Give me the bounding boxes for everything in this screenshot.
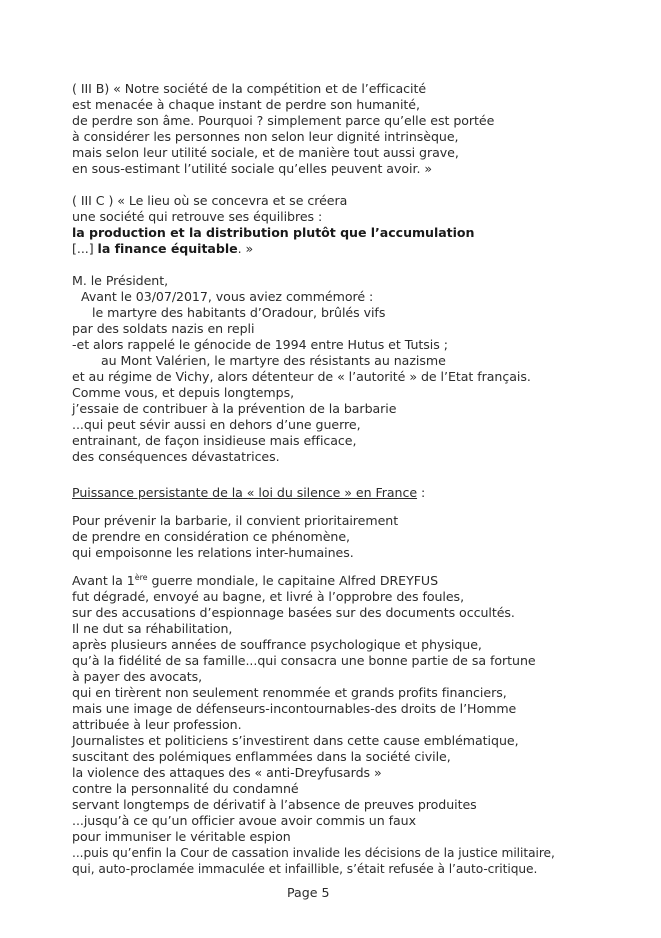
text-line bbox=[72, 241, 253, 257]
text-line: le martyre des habitants d’Oradour, brûlés vifs bbox=[92, 305, 386, 320]
text-line: mais selon leur utilité sociale, et de manière tout aussi grave, bbox=[72, 145, 459, 160]
text-line: qu’à la fidélité de sa famille...qui consacra une bonne partie de sa fortune bbox=[72, 653, 536, 668]
text-line: après plusieurs années de souffrance psychologique et physique, bbox=[72, 637, 482, 652]
text-line: une société qui retrouve ses équilibres : bbox=[72, 209, 323, 224]
text-line: qui en tirèrent non seulement renommée et grands profits financiers, bbox=[72, 685, 507, 700]
text-line: ...jusqu’à ce qu’un officier avoue avoir commis un faux bbox=[72, 813, 416, 828]
text-line: ...qui peut sévir aussi en dehors d’une guerre, bbox=[72, 417, 361, 432]
section-heading bbox=[72, 485, 425, 501]
text-line: en sous-estimant l’utilité sociale qu’elles peuvent avoir. » bbox=[72, 161, 432, 176]
text-line: de prendre en considération ce phénomène, bbox=[72, 529, 350, 544]
text-line: Journalistes et politiciens s’investirent dans cette cause emblématique, bbox=[72, 733, 519, 748]
text-line: la violence des attaques des « anti-Dreyfusards » bbox=[72, 765, 382, 780]
text-line: ( III B) « Notre société de la compétition et de l’efficacité bbox=[72, 81, 427, 96]
text-line: -et alors rappelé le génocide de 1994 entre Hutus et Tutsis ; bbox=[72, 337, 448, 352]
text-line: mais une image de défenseurs-incontournables-des droits de l’Homme bbox=[72, 701, 517, 716]
page-number: Page 5 bbox=[287, 885, 330, 900]
bold-text-span: la finance équitable bbox=[97, 241, 238, 256]
text-line: est menacée à chaque instant de perdre son humanité, bbox=[72, 97, 420, 112]
text-span: guerre mondiale, le capitaine Alfred DREYFUS bbox=[147, 573, 439, 588]
text-line bbox=[72, 573, 438, 589]
text-line: fut dégradé, envoyé au bagne, et livré à l’opprobre des foules, bbox=[72, 589, 465, 604]
text-line: Comme vous, et depuis longtemps, bbox=[72, 385, 295, 400]
text-line: sur des accusations d’espionnage basées sur des documents occultés. bbox=[72, 605, 515, 620]
bold-text-line: la production et la distribution plutôt que l’accumulation bbox=[72, 225, 475, 240]
text-line: attribuée à leur profession. bbox=[72, 717, 242, 732]
text-line: j’essaie de contribuer à la prévention de la barbarie bbox=[72, 401, 397, 416]
text-line: pour immuniser le véritable espion bbox=[72, 829, 291, 844]
text-line: Avant le 03/07/2017, vous aviez commémoré : bbox=[81, 289, 374, 304]
text-span: [...] bbox=[72, 241, 98, 256]
text-line: suscitant des polémiques enflammées dans la société civile, bbox=[72, 749, 451, 764]
text-line: ( III C ) « Le lieu où se concevra et se créera bbox=[72, 193, 348, 208]
text-line: des conséquences dévastatrices. bbox=[72, 449, 280, 464]
text-line: à considérer les personnes non selon leur dignité intrinsèque, bbox=[72, 129, 459, 144]
salutation: M. le Président, bbox=[72, 273, 169, 288]
text-line: qui, auto-proclamée immaculée et infaillible, s’était refusée à l’auto-critique. bbox=[72, 862, 538, 876]
text-line: Il ne dut sa réhabilitation, bbox=[72, 621, 233, 636]
section-heading-colon: : bbox=[417, 485, 426, 500]
text-line: servant longtemps de dérivatif à l’absence de preuves produites bbox=[72, 797, 477, 812]
text-line: ...puis qu’enfin la Cour de cassation invalide les décisions de la justice militaire, bbox=[72, 846, 555, 860]
text-line: de perdre son âme. Pourquoi ? simplement parce qu’elle est portée bbox=[72, 113, 495, 128]
text-line: au Mont Valérien, le martyre des résistants au nazisme bbox=[101, 353, 446, 368]
text-line: contre la personnalité du condamné bbox=[72, 781, 299, 796]
text-line: Pour prévenir la barbarie, il convient prioritairement bbox=[72, 513, 399, 528]
text-line: à payer des avocats, bbox=[72, 669, 203, 684]
text-span: Avant la 1 bbox=[72, 573, 135, 588]
superscript: ère bbox=[134, 573, 148, 582]
text-line: par des soldats nazis en repli bbox=[72, 321, 255, 336]
text-line: entrainant, de façon insidieuse mais efficace, bbox=[72, 433, 357, 448]
text-line: et au régime de Vichy, alors détenteur de « l’autorité » de l’Etat français. bbox=[72, 369, 531, 384]
text-line: qui empoisonne les relations inter-humaines. bbox=[72, 545, 354, 560]
section-heading-text: Puissance persistante de la « loi du silence » en France bbox=[72, 485, 418, 500]
text-span: . » bbox=[237, 241, 254, 256]
